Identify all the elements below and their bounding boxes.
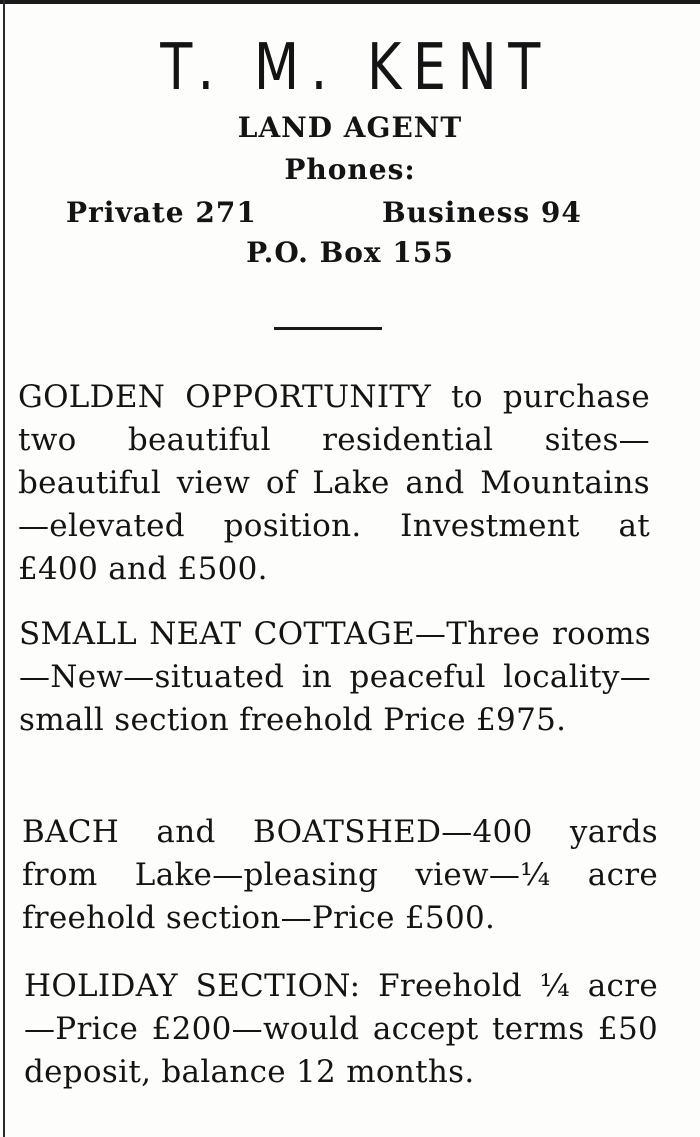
agent-title: LAND AGENT	[237, 111, 463, 144]
phone-numbers-row	[0, 193, 700, 233]
agent-name: T. M. KENT	[160, 31, 552, 105]
listing-golden-opportunity	[18, 376, 650, 591]
listing-small-neat-cottage	[19, 613, 651, 742]
po-box: P.O. Box 155	[246, 236, 454, 269]
top-border-rule	[0, 0, 700, 4]
listing-holiday-section	[24, 965, 658, 1094]
advertiser-header	[0, 28, 700, 271]
listing-text: SMALL NEAT COTTAGE—Three rooms—New—situated in peaceful locality—small section freehold Price £975.	[19, 616, 651, 738]
phone-business: Business 94	[382, 196, 582, 229]
listing-text: BACH and BOATSHED—400 yards from Lake—pleasing view—¼ acre freehold section—Price £500.	[22, 814, 658, 936]
listing-text: HOLIDAY SECTION: Freehold ¼ acre—Price £200—would accept terms £50 deposit, balance 12 months.	[24, 968, 658, 1090]
phone-private: Private 271	[66, 196, 257, 229]
phones-label: Phones:	[284, 153, 416, 186]
listing-text: GOLDEN OPPORTUNITY to purchase two beautiful residential sites—beautiful view of Lake and Mountains—elevated position. Investment at £400 and £500.	[18, 379, 650, 587]
listing-bach-and-boatshed	[22, 811, 658, 940]
section-divider	[274, 327, 382, 330]
